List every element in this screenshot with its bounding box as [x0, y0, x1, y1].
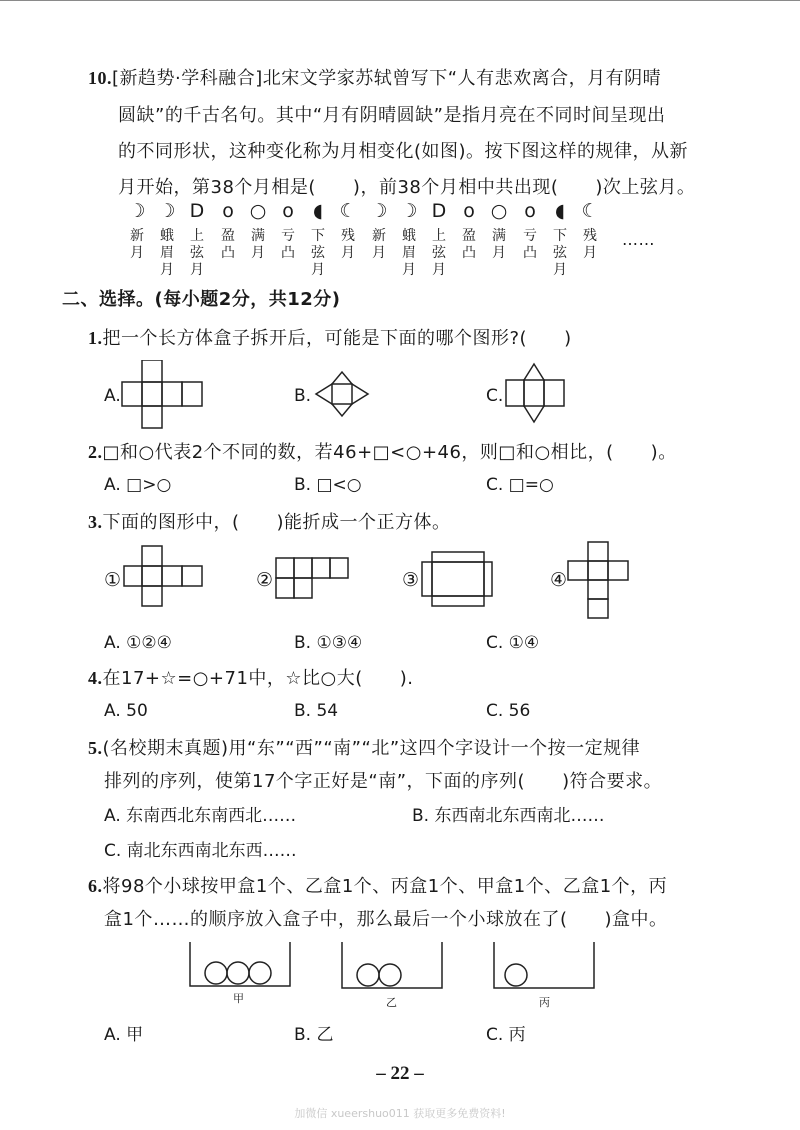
q3-option-c[interactable]: C. ①④ — [486, 633, 540, 653]
q1-net-a — [120, 360, 210, 430]
q10-text: [新趋势·学科融合]北宋文学家苏轼曾写下“人有悲欢离合，月有阴晴 — [112, 68, 662, 89]
q3-net-4 — [566, 540, 636, 620]
section-heading: 二、选择。(每小题2分，共12分) — [62, 289, 341, 310]
moon-phase-icon: ☽ — [370, 200, 388, 222]
moon-phase-label: 满月 — [492, 228, 506, 261]
q5-option-a[interactable]: A. 东南西北东南西北…… — [104, 806, 297, 826]
q1-net-c — [502, 362, 572, 424]
moon-phase-label: 蛾眉月 — [160, 228, 174, 278]
q10-line3: 的不同形状，这种变化称为月相变化(如图)。按下图这样的规律，从新 — [118, 141, 689, 162]
moon-phase-icon: ◖ — [554, 200, 565, 222]
q3-number: 3. — [88, 512, 103, 532]
moon-phase-label: 新月 — [130, 228, 144, 261]
q6-line2: 盒1个……的顺序放入盒子中，那么最后一个小球放在了( )盒中。 — [104, 909, 668, 930]
q1-option-c[interactable]: C. — [486, 386, 504, 406]
q5-line1 — [88, 736, 640, 761]
q4-option-c[interactable]: C. 56 — [486, 701, 531, 721]
q10-line1 — [88, 66, 661, 91]
box-bing — [490, 940, 600, 996]
q3-option-a[interactable]: A. ①②④ — [104, 633, 172, 653]
q10-number: 10. — [88, 68, 112, 88]
moon-phase-icon: ☽ — [158, 200, 176, 222]
top-border — [0, 0, 800, 1]
q6-option-c[interactable]: C. 丙 — [486, 1025, 526, 1045]
q2-stem: □和○代表2个不同的数，若46+□<○+46，则□和○相比，( )。 — [102, 442, 677, 463]
moon-phase-icon: D — [431, 200, 447, 222]
q3-net-3 — [420, 550, 496, 608]
q2-option-a[interactable]: A. □>○ — [104, 475, 172, 495]
q3-net-2 — [272, 556, 356, 604]
q3-label-3: ③ — [402, 569, 420, 591]
moon-phase-label: 亏凸 — [281, 228, 295, 261]
moon-phase-label: 下弦月 — [553, 228, 567, 278]
q3-option-b[interactable]: B. ①③④ — [294, 633, 363, 653]
moon-phase-label: 残月 — [341, 228, 355, 261]
moon-phase-icon: o — [524, 200, 536, 222]
moon-phase-label: 盈凸 — [221, 228, 235, 261]
moon-phase-label: 蛾眉月 — [402, 228, 416, 278]
q5-stem: (名校期末真题)用“东”“西”“南”“北”这四个字设计一个按一定规律 — [102, 738, 641, 759]
moon-phase-label: 下弦月 — [311, 228, 325, 278]
moon-phase-label: 盈凸 — [462, 228, 476, 261]
q2-number: 2. — [88, 442, 103, 462]
box-jia-label: 甲 — [233, 992, 244, 1005]
page-number: – 22 – — [376, 1063, 424, 1084]
moon-phase-icon: ☾ — [581, 200, 599, 222]
q6-number: 6. — [88, 876, 103, 896]
q1-text — [88, 326, 572, 351]
moon-phase-icon: ◖ — [312, 200, 323, 222]
phase-ellipsis: …… — [622, 230, 655, 249]
moon-phase-label: 新月 — [372, 228, 386, 261]
moon-phase-label: 残月 — [583, 228, 597, 261]
q4-stem: 在17+☆=○+71中，☆比○大( ). — [102, 668, 414, 689]
moon-phase-icon: o — [282, 200, 294, 222]
moon-phase-icon: o — [463, 200, 475, 222]
box-jia — [186, 940, 296, 990]
q6-stem: 将98个小球按甲盒1个、乙盒1个、丙盒1个、甲盒1个、乙盒1个，丙 — [102, 876, 668, 897]
moon-phase-label: 上弦月 — [190, 228, 204, 278]
q2-option-c[interactable]: C. □=○ — [486, 475, 554, 495]
q1-option-b[interactable]: B. — [294, 386, 312, 406]
q1-number: 1. — [88, 328, 103, 348]
moon-phase-icon: ☾ — [339, 200, 357, 222]
moon-phase-icon: o — [222, 200, 234, 222]
q5-option-b[interactable]: B. 东西南北东西南北…… — [412, 806, 605, 826]
q1-stem: 把一个长方体盒子拆开后，可能是下面的哪个图形?( ) — [102, 328, 572, 349]
box-bing-label: 丙 — [539, 996, 550, 1009]
moon-phase-icon: ○ — [249, 200, 267, 222]
moon-phase-label: 亏凸 — [523, 228, 537, 261]
q5-option-c[interactable]: C. 南北东西南北东西…… — [104, 841, 297, 861]
q3-label-2: ② — [256, 569, 274, 591]
moon-phase-icon: ○ — [490, 200, 508, 222]
moon-phase-label: 满月 — [251, 228, 265, 261]
moon-phase-icon: D — [189, 200, 205, 222]
moon-phase-icon: ☽ — [400, 200, 418, 222]
q4-option-b[interactable]: B. 54 — [294, 701, 339, 721]
q6-option-a[interactable]: A. 甲 — [104, 1025, 144, 1045]
q6-line1 — [88, 874, 667, 899]
q3-label-4: ④ — [550, 569, 568, 591]
box-yi-label: 乙 — [386, 996, 397, 1009]
q3-text — [88, 510, 451, 535]
q10-line2: 圆缺”的千古名句。其中“月有阴晴圆缺”是指月亮在不同时间呈现出 — [118, 105, 666, 126]
q2-text — [88, 440, 677, 465]
q2-option-b[interactable]: B. □<○ — [294, 475, 362, 495]
watermark: 加微信 xueershuo011 获取更多免费资料! — [294, 1107, 506, 1120]
moon-phase-label: 上弦月 — [432, 228, 446, 278]
moon-phase-icon: ☽ — [128, 200, 146, 222]
q5-line2: 排列的序列，使第17个字正好是“南”，下面的序列( )符合要求。 — [104, 771, 663, 792]
q3-net-1 — [122, 544, 218, 610]
q6-option-b[interactable]: B. 乙 — [294, 1025, 334, 1045]
q1-option-a[interactable]: A. — [104, 386, 121, 406]
q4-number: 4. — [88, 668, 103, 688]
box-yi — [338, 940, 448, 996]
q3-stem: 下面的图形中，( )能折成一个正方体。 — [102, 512, 451, 533]
q4-text — [88, 666, 414, 691]
q10-line4: 月开始，第38个月相是( )，前38个月相中共出现( )次上弦月。 — [118, 177, 696, 198]
q3-label-1: ① — [104, 569, 122, 591]
q1-net-b — [312, 370, 372, 420]
q4-option-a[interactable]: A. 50 — [104, 701, 148, 721]
q5-number: 5. — [88, 738, 103, 758]
